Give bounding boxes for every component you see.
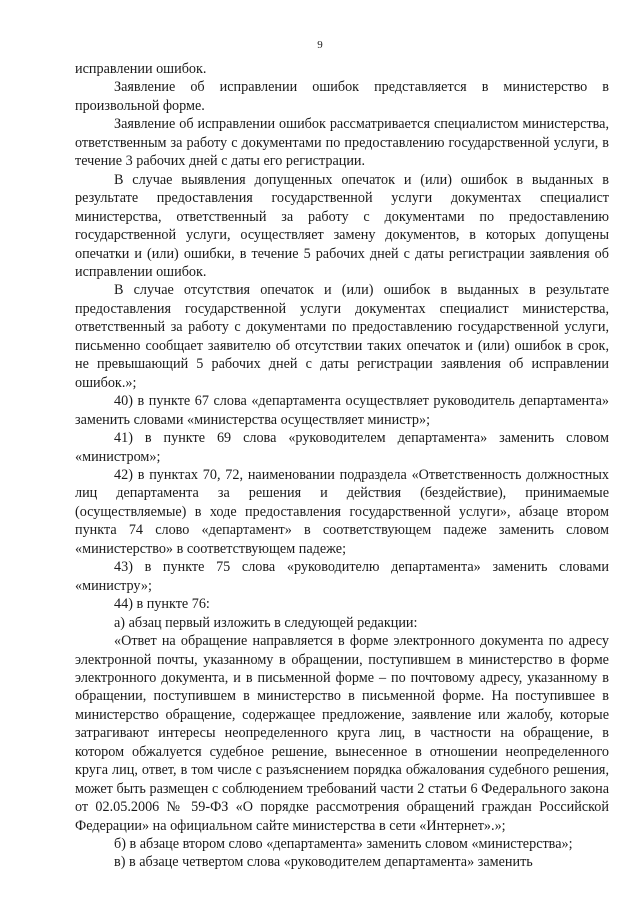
paragraph-item-44v: в) в абзаце четвертом слова «руководителем департамента» заменить xyxy=(114,854,533,871)
paragraph-item-43: 43) в пункте 75 слова «руководителю департамента» заменить словами «министру»; xyxy=(75,559,609,594)
paragraph-continuation: исправлении ошибок. xyxy=(75,61,207,77)
paragraph-item-41: 41) в пункте 69 слова «руководителем департамента» заменить словом «министром»; xyxy=(75,430,609,465)
paragraph-item-44: 44) в пункте 76: xyxy=(114,596,210,613)
document-body xyxy=(75,60,609,872)
paragraph-item-44a: а) абзац первый изложить в следующей редакции: xyxy=(114,614,418,631)
page-number: 9 xyxy=(317,39,323,51)
paragraph-application-review: Заявление об исправлении ошибок рассматривается специалистом министерства, ответственным за работу с документами по предоставлению государственной услуги, в течение 3 рабочих дней с даты его регистрации. xyxy=(75,116,609,170)
paragraph-no-errors: В случае отсутствия опечаток и (или) ошибок в выданных в результате предоставления государственной услуги документах специалист министерства, ответственный за работу с документами по предоставлению государственной услуги, письменно сообщает заявителю об отсутствии таких опечаток и (или) ошибок в срок, не превышающий 5 рабочих дней с даты регистрации заявления об исправлении ошибок.»; xyxy=(75,282,609,391)
paragraph-item-40: 40) в пункте 67 слова «департамента осуществляет руководитель департамента» заменить словами «министерства осуществляет министр»; xyxy=(75,393,609,428)
paragraph-item-44b: б) в абзаце втором слово «департамента» заменить словом «министерства»; xyxy=(114,836,573,853)
paragraph-item-42: 42) в пунктах 70, 72, наименовании подраздела «Ответственность должностных лиц департамента за решения и действия (бездействие), принимаемые (осуществляемые) в ходе предоставления государственной услуги», абзаце втором пункта 74 слово «департамент» в соответствующем падеже заменить словом «министерство» в соответствующем падеже; xyxy=(75,466,609,557)
paragraph-quoted-response: «Ответ на обращение направляется в форме электронного документа по адресу электронной почты, указанному в обращении, поступившем в министерство в форме электронного документа, и в письменной форме – по почтовому адресу, указанному в обращении, поступившем в министерство в письменной форме. На поступившее в министерство обращение, содержащее предложение, заявление или жалобу, которые затрагивают интересы неопределенного круга лиц, в частности на обращение, в котором обжалуется судебное решение, вынесенное в отношении неопределенного круга лиц, ответ, в том числе с разъяснением порядка обжалования судебного решения, может быть размещен с соблюдением требований части 2 статьи 6 Федерального закона от 02.05.2006 № 59-ФЗ «О порядке рассмотрения обращений граждан Российской Федерации» на официальном сайте министерства в сети «Интернет».»; xyxy=(75,633,609,834)
paragraph-errors-found: В случае выявления допущенных опечаток и (или) ошибок в выданных в результате предоставления государственной услуги документах специалист министерства, ответственный за работу с документами по предоставлению государственной услуги, осуществляет замену документов, в которых допущены опечатки и (или) ошибки, в течение 5 рабочих дней с даты регистрации заявления об исправлении ошибок. xyxy=(75,171,609,280)
paragraph-application-form: Заявление об исправлении ошибок представляется в министерство в произвольной форме. xyxy=(75,79,609,114)
